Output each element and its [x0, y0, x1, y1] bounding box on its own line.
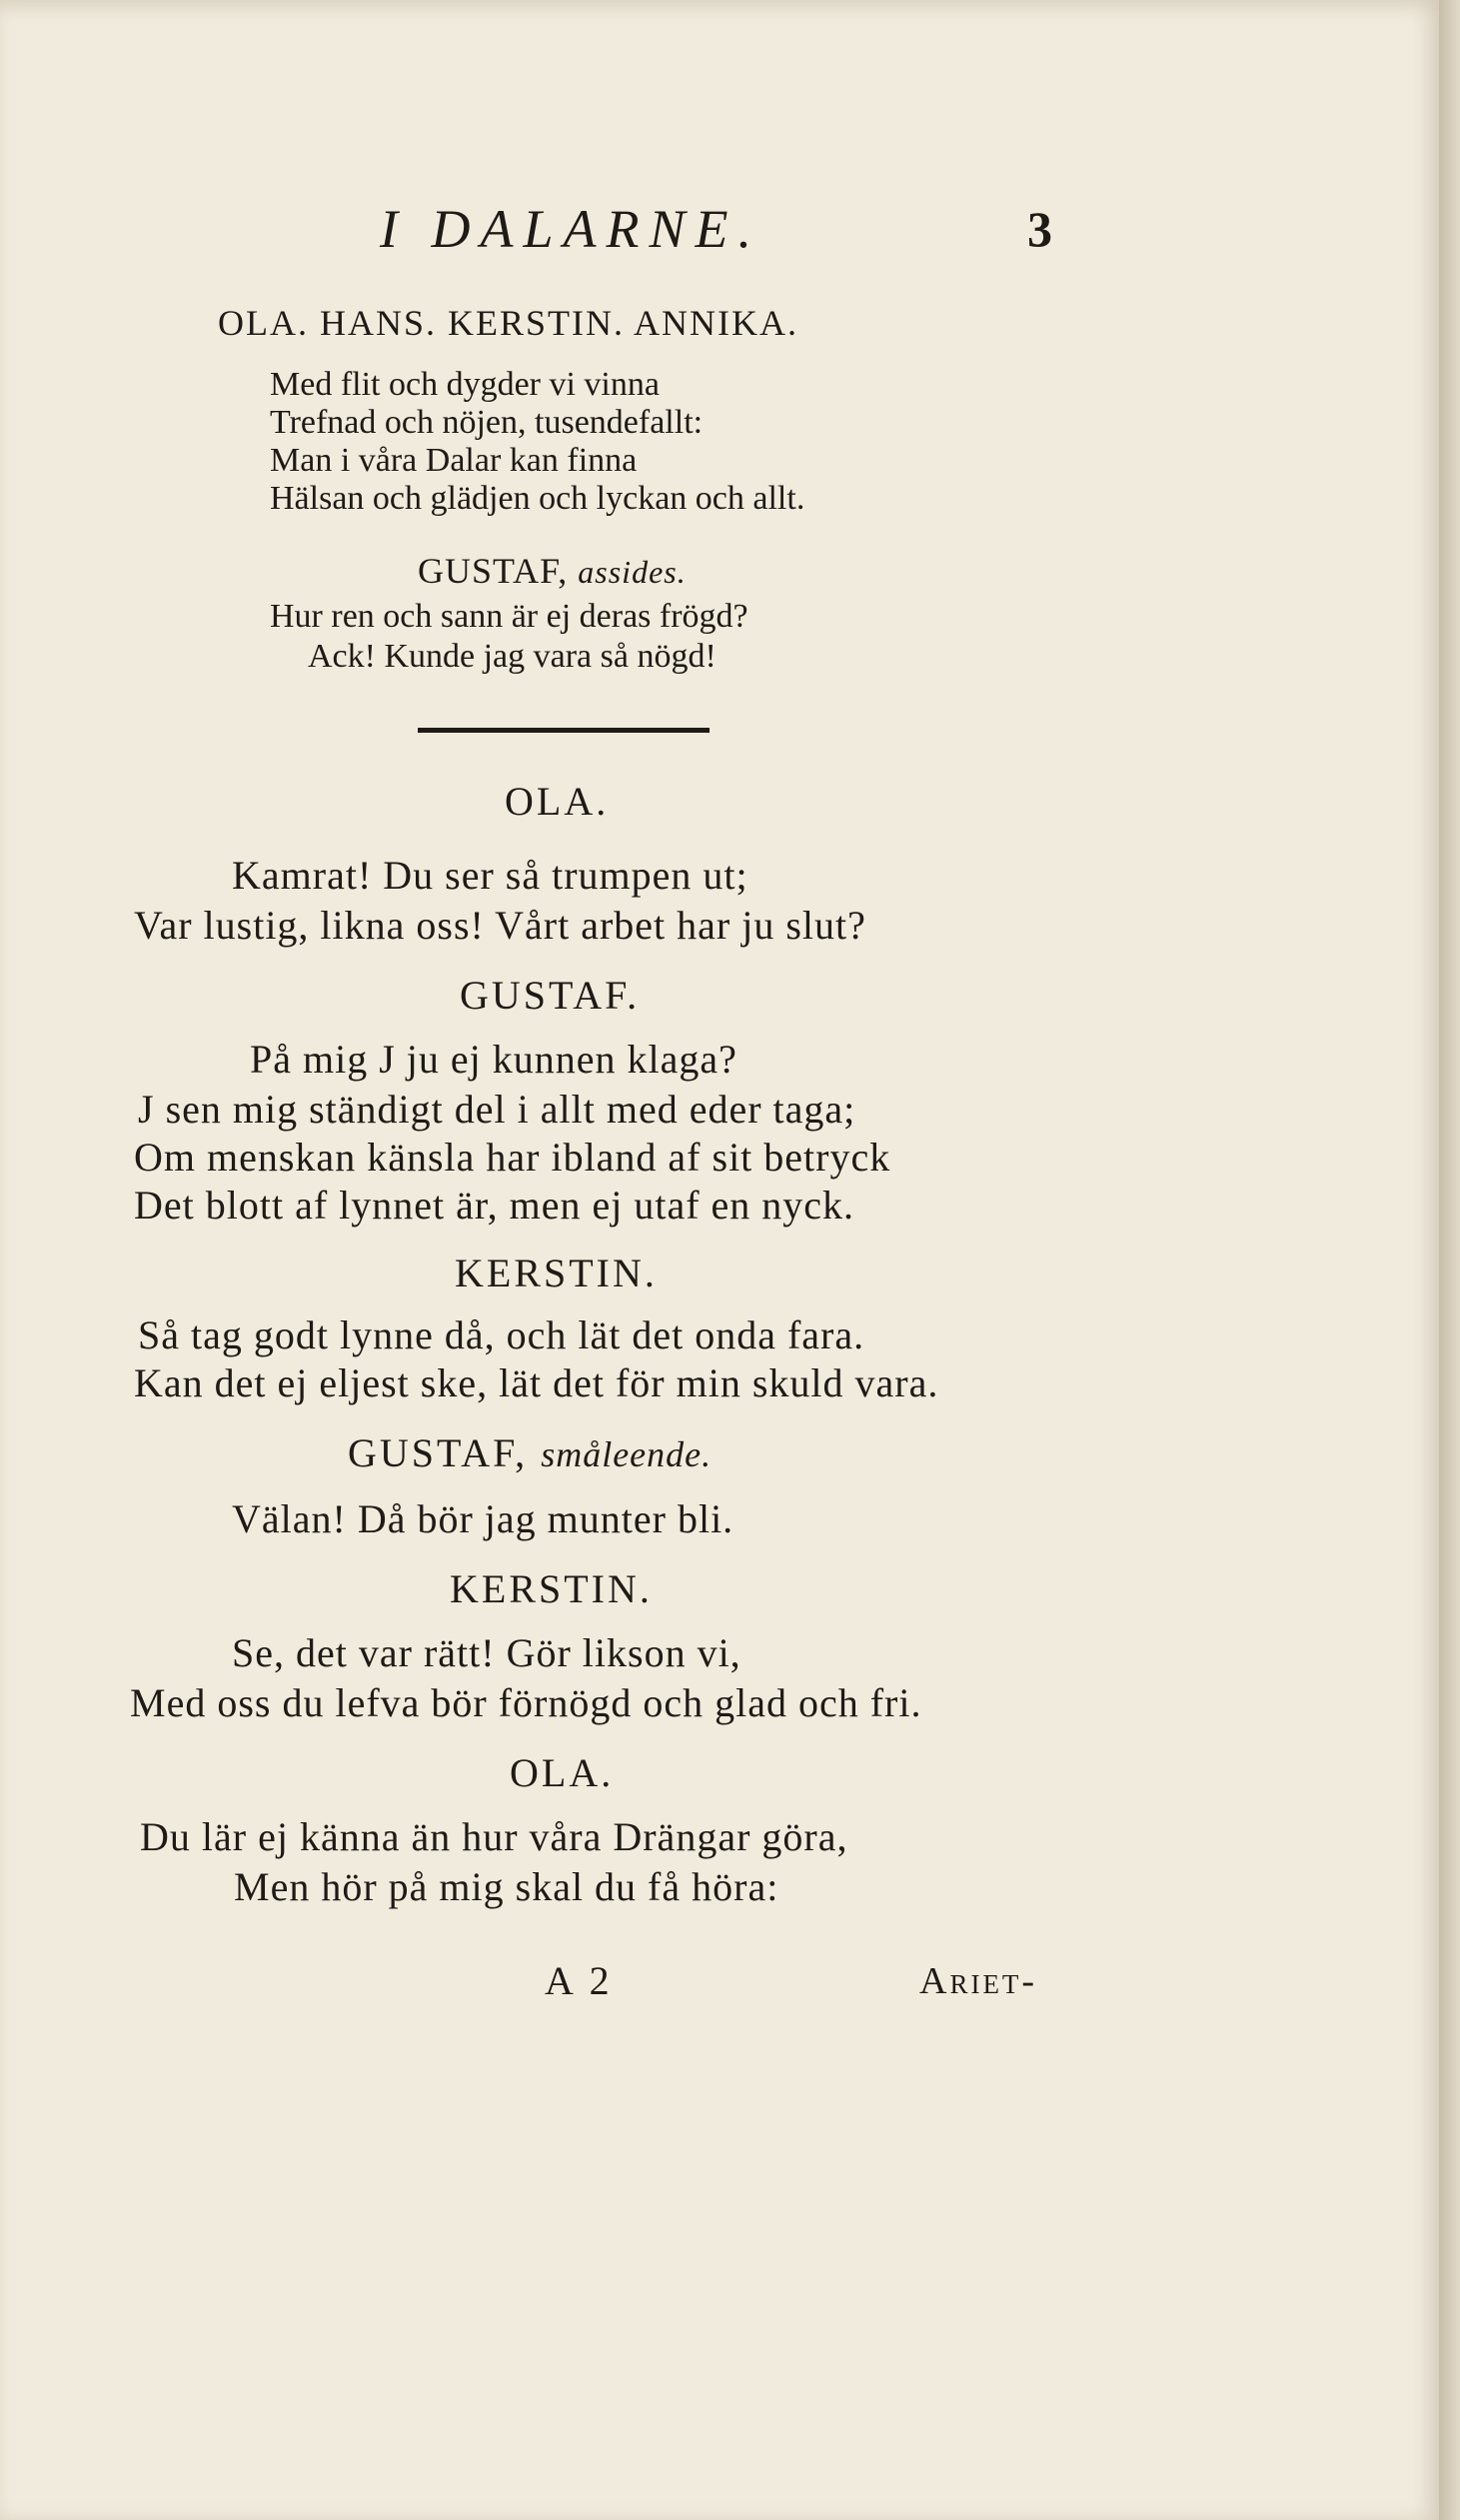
speaker-heading: GUSTAF. [460, 973, 641, 1018]
aside-line: Hur ren och sann är ej deras frögd? [270, 598, 748, 635]
catchword: Ariet- [919, 1960, 1038, 2002]
speaker-heading: KERSTIN. [455, 1251, 658, 1295]
dialogue-line: Så tag godt lynne då, och lät det onda fara. [138, 1312, 865, 1357]
dialogue-line: Men hör på mig skal du få höra: [234, 1864, 779, 1909]
speaker-heading: OLA. [505, 779, 610, 824]
page-edge [1439, 0, 1460, 2520]
chorus-line: Hälsan och glädjen och lyckan och allt. [270, 480, 805, 517]
stage-direction: småleende. [541, 1434, 713, 1474]
dialogue-line: Med oss du lefva bör förnögd och glad och fri. [130, 1680, 922, 1725]
dialogue-line: Kan det ej eljest ske, lät det för min skuld vara. [134, 1360, 939, 1405]
chorus-line: Trefnad och nöjen, tusendefallt: [270, 404, 704, 441]
dialogue-line: Du lär ej känna än hur våra Drängar göra, [140, 1814, 848, 1859]
dialogue-line: På mig J ju ej kunnen klaga? [250, 1037, 737, 1082]
speaker-heading [348, 1429, 712, 1476]
dialogue-line: Det blott af lynnet är, men ej utaf en nyck. [134, 1183, 855, 1228]
dialogue-line: Kamrat! Du ser så trumpen ut; [232, 853, 748, 898]
dialogue-line: J sen mig ständigt del i allt med eder taga; [138, 1087, 856, 1132]
speaker-name: GUSTAF, [348, 1430, 542, 1475]
chorus-line: Man i våra Dalar kan finna [270, 442, 638, 479]
dialogue-line: Om menskan känsla har ibland af sit betryck [134, 1135, 891, 1180]
chorus-speakers: OLA. HANS. KERSTIN. ANNIKA. [218, 303, 798, 343]
running-title: I DALARNE. [380, 199, 761, 259]
page-number: 3 [1027, 201, 1052, 257]
aside-stage-direction: assides. [578, 554, 687, 590]
signature-mark: A 2 [545, 1958, 614, 2003]
aside-speaker [418, 550, 687, 592]
aside-speaker-name: GUSTAF, [418, 551, 579, 591]
aside-line: Ack! Kunde jag vara så nögd! [308, 638, 717, 675]
dialogue-line: Välan! Då bör jag munter bli. [232, 1496, 734, 1541]
section-divider [418, 728, 710, 733]
chorus-line: Med flit och dygder vi vinna [270, 366, 660, 403]
speaker-heading: OLA. [510, 1750, 615, 1795]
dialogue-line: Se, det var rätt! Gör likson vi, [232, 1630, 741, 1675]
dialogue-line: Var lustig, likna oss! Vårt arbet har ju slut? [134, 903, 866, 948]
speaker-heading: KERSTIN. [450, 1566, 653, 1611]
